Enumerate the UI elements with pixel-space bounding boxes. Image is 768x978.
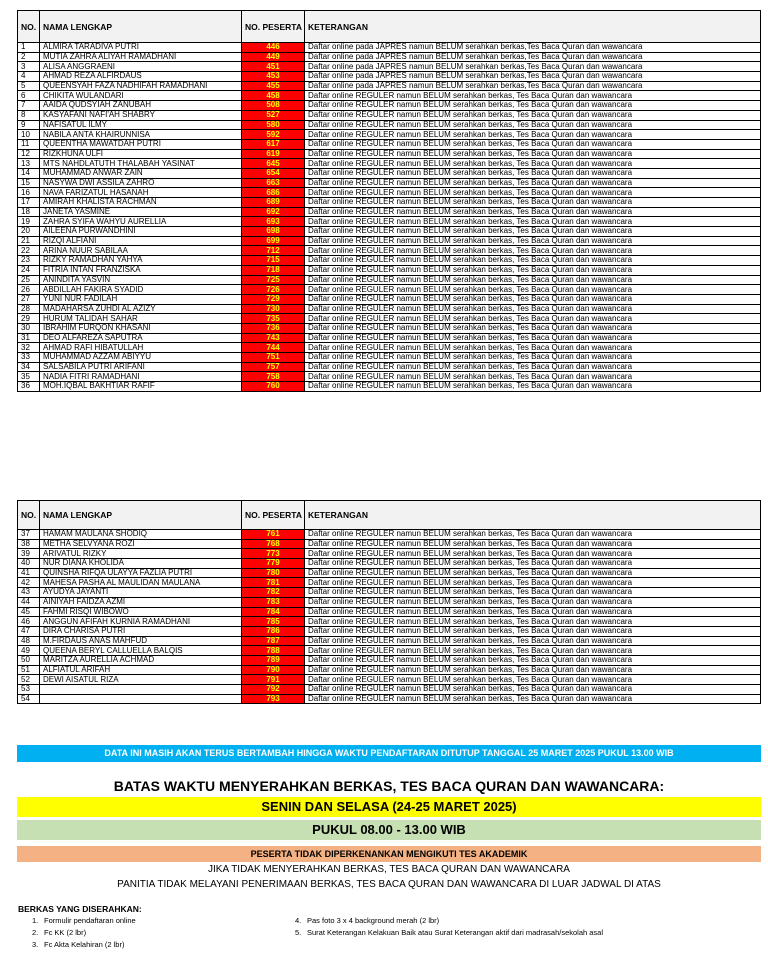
cell-no: 6	[18, 91, 40, 101]
cell-peserta: 791	[242, 675, 305, 685]
cell-no: 7	[18, 101, 40, 111]
table-row	[18, 655, 761, 665]
cell-peserta: 617	[242, 139, 305, 149]
cell-keterangan: Daftar online REGULER namun BELUM serahkan berkas, Tes Baca Quran dan wawancara	[305, 178, 761, 188]
cell-nama: QUEENA BERYL CALLUELLA BALQIS	[40, 646, 242, 656]
participant-table-1	[17, 10, 761, 392]
cell-peserta: 793	[242, 694, 305, 704]
cell-no: 21	[18, 236, 40, 246]
cell-keterangan: Daftar online pada JAPRES namun BELUM serahkan berkas,Tes Baca Quran dan wawancara	[305, 81, 761, 91]
cell-no: 37	[18, 530, 40, 540]
cell-no: 39	[18, 549, 40, 559]
cell-no: 26	[18, 285, 40, 295]
warning-line-1: JIKA TIDAK MENYERAHKAN BERKAS, TES BACA QURAN DAN WAWANCARA	[208, 864, 570, 875]
cell-keterangan: Daftar online REGULER namun BELUM serahkan berkas, Tes Baca Quran dan wawancara	[305, 626, 761, 636]
cell-keterangan: Daftar online REGULER namun BELUM serahkan berkas, Tes Baca Quran dan wawancara	[305, 323, 761, 333]
table-row	[18, 265, 761, 275]
cell-peserta: 787	[242, 636, 305, 646]
table-row	[18, 617, 761, 627]
deadline-days: SENIN DAN SELASA (24-25 MARET 2025)	[17, 797, 761, 817]
table-header-row	[18, 501, 761, 530]
header-keterangan: KETERANGAN	[305, 11, 761, 43]
cell-keterangan: Daftar online REGULER namun BELUM serahkan berkas, Tes Baca Quran dan wawancara	[305, 159, 761, 169]
cell-peserta: 718	[242, 265, 305, 275]
requirements-title: BERKAS YANG DISERAHKAN:	[18, 904, 142, 914]
cell-keterangan: Daftar online pada JAPRES namun BELUM serahkan berkas,Tes Baca Quran dan wawancara	[305, 62, 761, 72]
cell-keterangan: Daftar online REGULER namun BELUM serahkan berkas, Tes Baca Quran dan wawancara	[305, 607, 761, 617]
cell-keterangan: Daftar online pada JAPRES namun BELUM serahkan berkas,Tes Baca Quran dan wawancara	[305, 43, 761, 53]
cell-no: 28	[18, 304, 40, 314]
table-row	[18, 246, 761, 256]
cell-keterangan: Daftar online REGULER namun BELUM serahkan berkas, Tes Baca Quran dan wawancara	[305, 333, 761, 343]
cell-peserta: 735	[242, 314, 305, 324]
cell-nama: NAVA FARIZATUL HASANAH	[40, 188, 242, 198]
cell-keterangan: Daftar online REGULER namun BELUM serahkan berkas, Tes Baca Quran dan wawancara	[305, 236, 761, 246]
cell-keterangan: Daftar online REGULER namun BELUM serahkan berkas, Tes Baca Quran dan wawancara	[305, 285, 761, 295]
cell-keterangan: Daftar online REGULER namun BELUM serahkan berkas, Tes Baca Quran dan wawancara	[305, 675, 761, 685]
table-row	[18, 52, 761, 62]
table-row	[18, 578, 761, 588]
cell-peserta: 580	[242, 120, 305, 130]
table-row	[18, 207, 761, 217]
cell-keterangan: Daftar online REGULER namun BELUM serahkan berkas, Tes Baca Quran dan wawancara	[305, 294, 761, 304]
cell-peserta: 743	[242, 333, 305, 343]
cell-no: 24	[18, 265, 40, 275]
cell-nama: METHA SELVYANA ROZI	[40, 539, 242, 549]
cell-peserta: 782	[242, 588, 305, 598]
cell-keterangan: Daftar online REGULER namun BELUM serahkan berkas, Tes Baca Quran dan wawancara	[305, 149, 761, 159]
cell-no: 1	[18, 43, 40, 53]
table-row	[18, 665, 761, 675]
cell-nama: JANETA YASMINE	[40, 207, 242, 217]
cell-peserta: 715	[242, 256, 305, 266]
cell-nama: MTS NAHDLATUTH THALABAH YASINAT	[40, 159, 242, 169]
cell-no: 42	[18, 578, 40, 588]
cell-no: 36	[18, 382, 40, 392]
cell-peserta: 446	[242, 43, 305, 53]
cell-nama: ABDILLAH FAKIRA SYADID	[40, 285, 242, 295]
cell-no: 2	[18, 52, 40, 62]
table-row	[18, 236, 761, 246]
cell-no: 17	[18, 198, 40, 208]
cell-keterangan: Daftar online REGULER namun BELUM serahkan berkas, Tes Baca Quran dan wawancara	[305, 578, 761, 588]
table-row	[18, 675, 761, 685]
cell-peserta: 758	[242, 372, 305, 382]
table-header-row	[18, 11, 761, 43]
cell-nama: MUHAMMAD AZZAM ABIYYU	[40, 353, 242, 363]
cell-nama: DEO ALFAREZA SAPUTRA	[40, 333, 242, 343]
requirement-item: 2. Fc KK (2 lbr)	[32, 928, 87, 937]
cell-no: 40	[18, 559, 40, 569]
cell-peserta: 730	[242, 304, 305, 314]
cell-nama	[40, 694, 242, 704]
cell-keterangan: Daftar online REGULER namun BELUM serahkan berkas, Tes Baca Quran dan wawancara	[305, 168, 761, 178]
header-no: NO.	[18, 501, 40, 530]
cell-keterangan: Daftar online REGULER namun BELUM serahkan berkas, Tes Baca Quran dan wawancara	[305, 685, 761, 695]
table-row	[18, 304, 761, 314]
cell-keterangan: Daftar online REGULER namun BELUM serahkan berkas, Tes Baca Quran dan wawancara	[305, 256, 761, 266]
cell-keterangan: Daftar online REGULER namun BELUM serahkan berkas, Tes Baca Quran dan wawancara	[305, 130, 761, 140]
cell-nama: NADIA FITRI RAMADHANI	[40, 372, 242, 382]
cell-no: 53	[18, 685, 40, 695]
table-row	[18, 168, 761, 178]
cell-peserta: 686	[242, 188, 305, 198]
cell-no: 31	[18, 333, 40, 343]
cell-peserta: 508	[242, 101, 305, 111]
cell-peserta: 527	[242, 110, 305, 120]
table-row	[18, 568, 761, 578]
header-keterangan: KETERANGAN	[305, 501, 761, 530]
cell-keterangan: Daftar online REGULER namun BELUM serahkan berkas, Tes Baca Quran dan wawancara	[305, 539, 761, 549]
table-row	[18, 626, 761, 636]
table-row	[18, 139, 761, 149]
warning-banner: PESERTA TIDAK DIPERKENANKAN MENGIKUTI TES AKADEMIK	[17, 846, 761, 862]
cell-peserta: 592	[242, 130, 305, 140]
cell-nama: IBRAHIM FURQON KHASANI	[40, 323, 242, 333]
cell-peserta: 699	[242, 236, 305, 246]
cell-keterangan: Daftar online pada JAPRES namun BELUM serahkan berkas,Tes Baca Quran dan wawancara	[305, 52, 761, 62]
cell-peserta: 789	[242, 655, 305, 665]
cell-peserta: 726	[242, 285, 305, 295]
cell-peserta: 757	[242, 362, 305, 372]
cell-peserta: 783	[242, 597, 305, 607]
cell-no: 50	[18, 655, 40, 665]
cell-no: 27	[18, 294, 40, 304]
cell-keterangan: Daftar online REGULER namun BELUM serahkan berkas, Tes Baca Quran dan wawancara	[305, 617, 761, 627]
cell-peserta: 449	[242, 52, 305, 62]
cell-keterangan: Daftar online REGULER namun BELUM serahkan berkas, Tes Baca Quran dan wawancara	[305, 362, 761, 372]
cell-nama: SALSABILA PUTRI ARIFANI	[40, 362, 242, 372]
cell-peserta: 792	[242, 685, 305, 695]
cell-nama: AILEENA PURWANDHINI	[40, 227, 242, 237]
cell-keterangan: Daftar online REGULER namun BELUM serahkan berkas, Tes Baca Quran dan wawancara	[305, 139, 761, 149]
cell-no: 16	[18, 188, 40, 198]
cell-nama: MUTIA ZAHRA ALIYAH RAMADHANI	[40, 52, 242, 62]
cell-keterangan: Daftar online REGULER namun BELUM serahkan berkas, Tes Baca Quran dan wawancara	[305, 91, 761, 101]
cell-nama: QUEENTHA MAWATDAH PUTRI	[40, 139, 242, 149]
cell-nama	[40, 685, 242, 695]
table-row	[18, 294, 761, 304]
cell-no: 48	[18, 636, 40, 646]
cell-no: 54	[18, 694, 40, 704]
cell-keterangan: Daftar online REGULER namun BELUM serahkan berkas, Tes Baca Quran dan wawancara	[305, 101, 761, 111]
cell-nama: ALFIATUL ARIFAH	[40, 665, 242, 675]
cell-keterangan: Daftar online REGULER namun BELUM serahkan berkas, Tes Baca Quran dan wawancara	[305, 207, 761, 217]
cell-no: 3	[18, 62, 40, 72]
cell-keterangan: Daftar online pada JAPRES namun BELUM serahkan berkas,Tes Baca Quran dan wawancara	[305, 72, 761, 82]
cell-keterangan: Daftar online REGULER namun BELUM serahkan berkas, Tes Baca Quran dan wawancara	[305, 694, 761, 704]
cell-no: 19	[18, 217, 40, 227]
table-row	[18, 343, 761, 353]
cell-no: 23	[18, 256, 40, 266]
cell-no: 29	[18, 314, 40, 324]
table-row	[18, 217, 761, 227]
cell-no: 47	[18, 626, 40, 636]
cell-keterangan: Daftar online REGULER namun BELUM serahkan berkas, Tes Baca Quran dan wawancara	[305, 304, 761, 314]
cell-nama: AMIRAH KHALISTA RACHMAN	[40, 198, 242, 208]
table-row	[18, 227, 761, 237]
requirement-item: 5. Surat Keterangan Kelakuan Baik atau Surat Keterangan aktif dari madrasah/sekolah asal	[295, 928, 604, 937]
cell-peserta: 645	[242, 159, 305, 169]
cell-keterangan: Daftar online REGULER namun BELUM serahkan berkas, Tes Baca Quran dan wawancara	[305, 636, 761, 646]
cell-keterangan: Daftar online REGULER namun BELUM serahkan berkas, Tes Baca Quran dan wawancara	[305, 120, 761, 130]
cell-nama: CHIKITA WULANDARI	[40, 91, 242, 101]
header-no: NO.	[18, 11, 40, 43]
cell-no: 44	[18, 597, 40, 607]
cell-no: 32	[18, 343, 40, 353]
cell-peserta: 736	[242, 323, 305, 333]
cell-no: 45	[18, 607, 40, 617]
cell-nama: NUR DIANA KHOLIDA	[40, 559, 242, 569]
table-row	[18, 198, 761, 208]
cell-keterangan: Daftar online REGULER namun BELUM serahkan berkas, Tes Baca Quran dan wawancara	[305, 568, 761, 578]
cell-keterangan: Daftar online REGULER namun BELUM serahkan berkas, Tes Baca Quran dan wawancara	[305, 646, 761, 656]
cell-nama: QUINSHA RIFQA ULAYYA FAZLIA PUTRI	[40, 568, 242, 578]
cell-nama: RIZKY RAMADHAN YAHYA	[40, 256, 242, 266]
cell-nama: ZAHRA SYIFA WAHYU AURELLIA	[40, 217, 242, 227]
table-row	[18, 646, 761, 656]
table-row	[18, 539, 761, 549]
cell-keterangan: Daftar online REGULER namun BELUM serahkan berkas, Tes Baca Quran dan wawancara	[305, 372, 761, 382]
cell-peserta: 744	[242, 343, 305, 353]
table-row	[18, 43, 761, 53]
table-row	[18, 694, 761, 704]
cell-no: 10	[18, 130, 40, 140]
table-row	[18, 110, 761, 120]
cell-nama: MADAHARSA ZUHDI AL AZIZY	[40, 304, 242, 314]
cell-peserta: 453	[242, 72, 305, 82]
table-row	[18, 178, 761, 188]
cell-peserta: 712	[242, 246, 305, 256]
cell-no: 12	[18, 149, 40, 159]
cell-peserta: 619	[242, 149, 305, 159]
table-row	[18, 362, 761, 372]
cell-peserta: 458	[242, 91, 305, 101]
cell-no: 41	[18, 568, 40, 578]
cell-no: 52	[18, 675, 40, 685]
cell-keterangan: Daftar online REGULER namun BELUM serahkan berkas, Tes Baca Quran dan wawancara	[305, 530, 761, 540]
cell-no: 38	[18, 539, 40, 549]
cell-nama: NASYWA DWI ASSILA ZAHRO	[40, 178, 242, 188]
cell-no: 15	[18, 178, 40, 188]
table-row	[18, 62, 761, 72]
cell-peserta: 663	[242, 178, 305, 188]
table-row	[18, 382, 761, 392]
cell-nama: AYUDYA JAYANTI	[40, 588, 242, 598]
cell-keterangan: Daftar online REGULER namun BELUM serahkan berkas, Tes Baca Quran dan wawancara	[305, 188, 761, 198]
cell-peserta: 689	[242, 198, 305, 208]
requirement-item: 1. Formulir pendaftaran online	[32, 916, 136, 925]
header-peserta: NO. PESERTA	[242, 501, 305, 530]
cell-keterangan: Daftar online REGULER namun BELUM serahkan berkas, Tes Baca Quran dan wawancara	[305, 382, 761, 392]
cell-nama: DEWI AISATUL RIZA	[40, 675, 242, 685]
table-row	[18, 559, 761, 569]
warning-line-2: PANITIA TIDAK MELAYANI PENERIMAAN BERKAS, TES BACA QURAN DAN WAWANCARA DI LUAR JADWAL DI ATAS	[117, 879, 661, 890]
data-update-note: DATA INI MASIH AKAN TERUS BERTAMBAH HINGGA WAKTU PENDAFTARAN DITUTUP TANGGAL 25 MARET 2025 PUKUL 13.00 WIB	[17, 745, 761, 762]
cell-nama: AAIDA QUDSYIAH ZANUBAH	[40, 101, 242, 111]
cell-nama: ARIVATUL RIZKY	[40, 549, 242, 559]
cell-peserta: 786	[242, 626, 305, 636]
table-row	[18, 72, 761, 82]
cell-peserta: 729	[242, 294, 305, 304]
table-row	[18, 353, 761, 363]
cell-keterangan: Daftar online REGULER namun BELUM serahkan berkas, Tes Baca Quran dan wawancara	[305, 217, 761, 227]
cell-peserta: 455	[242, 81, 305, 91]
cell-peserta: 751	[242, 353, 305, 363]
cell-keterangan: Daftar online REGULER namun BELUM serahkan berkas, Tes Baca Quran dan wawancara	[305, 588, 761, 598]
cell-keterangan: Daftar online REGULER namun BELUM serahkan berkas, Tes Baca Quran dan wawancara	[305, 198, 761, 208]
deadline-title: BATAS WAKTU MENYERAHKAN BERKAS, TES BACA QURAN DAN WAWANCARA:	[113, 778, 665, 794]
cell-nama: QUEENSYAH FAZA NADHIFAH RAMADHANI	[40, 81, 242, 91]
cell-nama: ALMIRA TARADIVA PUTRI	[40, 43, 242, 53]
cell-no: 11	[18, 139, 40, 149]
table-row	[18, 588, 761, 598]
cell-peserta: 779	[242, 559, 305, 569]
cell-peserta: 788	[242, 646, 305, 656]
cell-keterangan: Daftar online REGULER namun BELUM serahkan berkas, Tes Baca Quran dan wawancara	[305, 314, 761, 324]
participant-table-2	[17, 500, 761, 704]
cell-no: 13	[18, 159, 40, 169]
cell-keterangan: Daftar online REGULER namun BELUM serahkan berkas, Tes Baca Quran dan wawancara	[305, 655, 761, 665]
table-row	[18, 159, 761, 169]
cell-nama: MAHESA PASHA AL MAULIDAN MAULANA	[40, 578, 242, 588]
table-row	[18, 597, 761, 607]
cell-no: 35	[18, 372, 40, 382]
cell-peserta: 725	[242, 275, 305, 285]
table-row	[18, 314, 761, 324]
cell-keterangan: Daftar online REGULER namun BELUM serahkan berkas, Tes Baca Quran dan wawancara	[305, 549, 761, 559]
table-row	[18, 333, 761, 343]
cell-nama: ANGGUN AFIFAH KURNIA RAMADHANI	[40, 617, 242, 627]
table-row	[18, 372, 761, 382]
cell-no: 5	[18, 81, 40, 91]
table-row	[18, 120, 761, 130]
cell-peserta: 785	[242, 617, 305, 627]
cell-nama: AHMAD REZA ALFIRDAUS	[40, 72, 242, 82]
cell-nama: FITRIA INTAN FRANZISKA	[40, 265, 242, 275]
cell-keterangan: Daftar online REGULER namun BELUM serahkan berkas, Tes Baca Quran dan wawancara	[305, 246, 761, 256]
header-nama: NAMA LENGKAP	[40, 501, 242, 530]
cell-nama: FAHMI RISQI WIBOWO	[40, 607, 242, 617]
cell-nama: NAFISATUL ILMY	[40, 120, 242, 130]
deadline-hours: PUKUL 08.00 - 13.00 WIB	[17, 820, 761, 840]
cell-nama: AINIYAH FAIDZA AZMI	[40, 597, 242, 607]
table-row	[18, 188, 761, 198]
table-row	[18, 81, 761, 91]
cell-keterangan: Daftar online REGULER namun BELUM serahkan berkas, Tes Baca Quran dan wawancara	[305, 110, 761, 120]
table-row	[18, 607, 761, 617]
cell-nama: RIZQI ALFIANI	[40, 236, 242, 246]
cell-nama: RIZKHUNA ULFI	[40, 149, 242, 159]
cell-no: 46	[18, 617, 40, 627]
cell-peserta: 761	[242, 530, 305, 540]
table-row	[18, 685, 761, 695]
cell-no: 34	[18, 362, 40, 372]
cell-no: 51	[18, 665, 40, 675]
header-peserta: NO. PESERTA	[242, 11, 305, 43]
cell-no: 25	[18, 275, 40, 285]
cell-nama: NABILA ANTA KHAIRUNNISA	[40, 130, 242, 140]
cell-peserta: 768	[242, 539, 305, 549]
table-row	[18, 130, 761, 140]
cell-peserta: 773	[242, 549, 305, 559]
cell-no: 20	[18, 227, 40, 237]
cell-peserta: 693	[242, 217, 305, 227]
table-row	[18, 256, 761, 266]
cell-no: 43	[18, 588, 40, 598]
table-row	[18, 149, 761, 159]
table-row	[18, 323, 761, 333]
cell-keterangan: Daftar online REGULER namun BELUM serahkan berkas, Tes Baca Quran dan wawancara	[305, 597, 761, 607]
cell-nama: DIRA CHARISA PUTRI	[40, 626, 242, 636]
requirement-item: 3. Fc Akta Kelahiran (2 lbr)	[32, 940, 125, 949]
cell-no: 14	[18, 168, 40, 178]
cell-no: 22	[18, 246, 40, 256]
table-row	[18, 275, 761, 285]
cell-keterangan: Daftar online REGULER namun BELUM serahkan berkas, Tes Baca Quran dan wawancara	[305, 343, 761, 353]
cell-peserta: 451	[242, 62, 305, 72]
table-row	[18, 636, 761, 646]
cell-nama: HURUM TALIDAH SAHAR	[40, 314, 242, 324]
table-row	[18, 549, 761, 559]
cell-no: 4	[18, 72, 40, 82]
cell-no: 49	[18, 646, 40, 656]
cell-nama: M.FIRDAUS ANAS MAHFUD	[40, 636, 242, 646]
cell-peserta: 784	[242, 607, 305, 617]
cell-no: 30	[18, 323, 40, 333]
cell-nama: ANINDITA YASVIN	[40, 275, 242, 285]
cell-peserta: 692	[242, 207, 305, 217]
cell-keterangan: Daftar online REGULER namun BELUM serahkan berkas, Tes Baca Quran dan wawancara	[305, 353, 761, 363]
cell-peserta: 790	[242, 665, 305, 675]
cell-keterangan: Daftar online REGULER namun BELUM serahkan berkas, Tes Baca Quran dan wawancara	[305, 275, 761, 285]
cell-peserta: 780	[242, 568, 305, 578]
cell-peserta: 781	[242, 578, 305, 588]
cell-nama: KASYAFANI NAFI'AH SHABRY	[40, 110, 242, 120]
table-row	[18, 101, 761, 111]
cell-peserta: 654	[242, 168, 305, 178]
cell-no: 33	[18, 353, 40, 363]
cell-keterangan: Daftar online REGULER namun BELUM serahkan berkas, Tes Baca Quran dan wawancara	[305, 227, 761, 237]
cell-keterangan: Daftar online REGULER namun BELUM serahkan berkas, Tes Baca Quran dan wawancara	[305, 265, 761, 275]
cell-nama: MOH.IQBAL BAKHTIAR RAFIF	[40, 382, 242, 392]
cell-no: 8	[18, 110, 40, 120]
cell-nama: ARINA NUUR SABILAA	[40, 246, 242, 256]
cell-nama: AHMAD RAFI HIBATULLAH	[40, 343, 242, 353]
cell-nama: HAMAM MAULANA SHODIQ	[40, 530, 242, 540]
table-row	[18, 285, 761, 295]
cell-no: 9	[18, 120, 40, 130]
requirement-item: 4. Pas foto 3 x 4 background merah (2 lbr)	[295, 916, 440, 925]
header-nama: NAMA LENGKAP	[40, 11, 242, 43]
cell-nama: MUHAMMAD ANWAR ZAIN	[40, 168, 242, 178]
cell-nama: YUNI NUR FADILAH	[40, 294, 242, 304]
cell-peserta: 698	[242, 227, 305, 237]
table-row	[18, 530, 761, 540]
cell-keterangan: Daftar online REGULER namun BELUM serahkan berkas, Tes Baca Quran dan wawancara	[305, 559, 761, 569]
cell-keterangan: Daftar online REGULER namun BELUM serahkan berkas, Tes Baca Quran dan wawancara	[305, 665, 761, 675]
cell-nama: ALISA ANGGRAENI	[40, 62, 242, 72]
table-row	[18, 91, 761, 101]
cell-no: 18	[18, 207, 40, 217]
cell-peserta: 760	[242, 382, 305, 392]
cell-nama: MARITZA AURELLIA ACHMAD	[40, 655, 242, 665]
